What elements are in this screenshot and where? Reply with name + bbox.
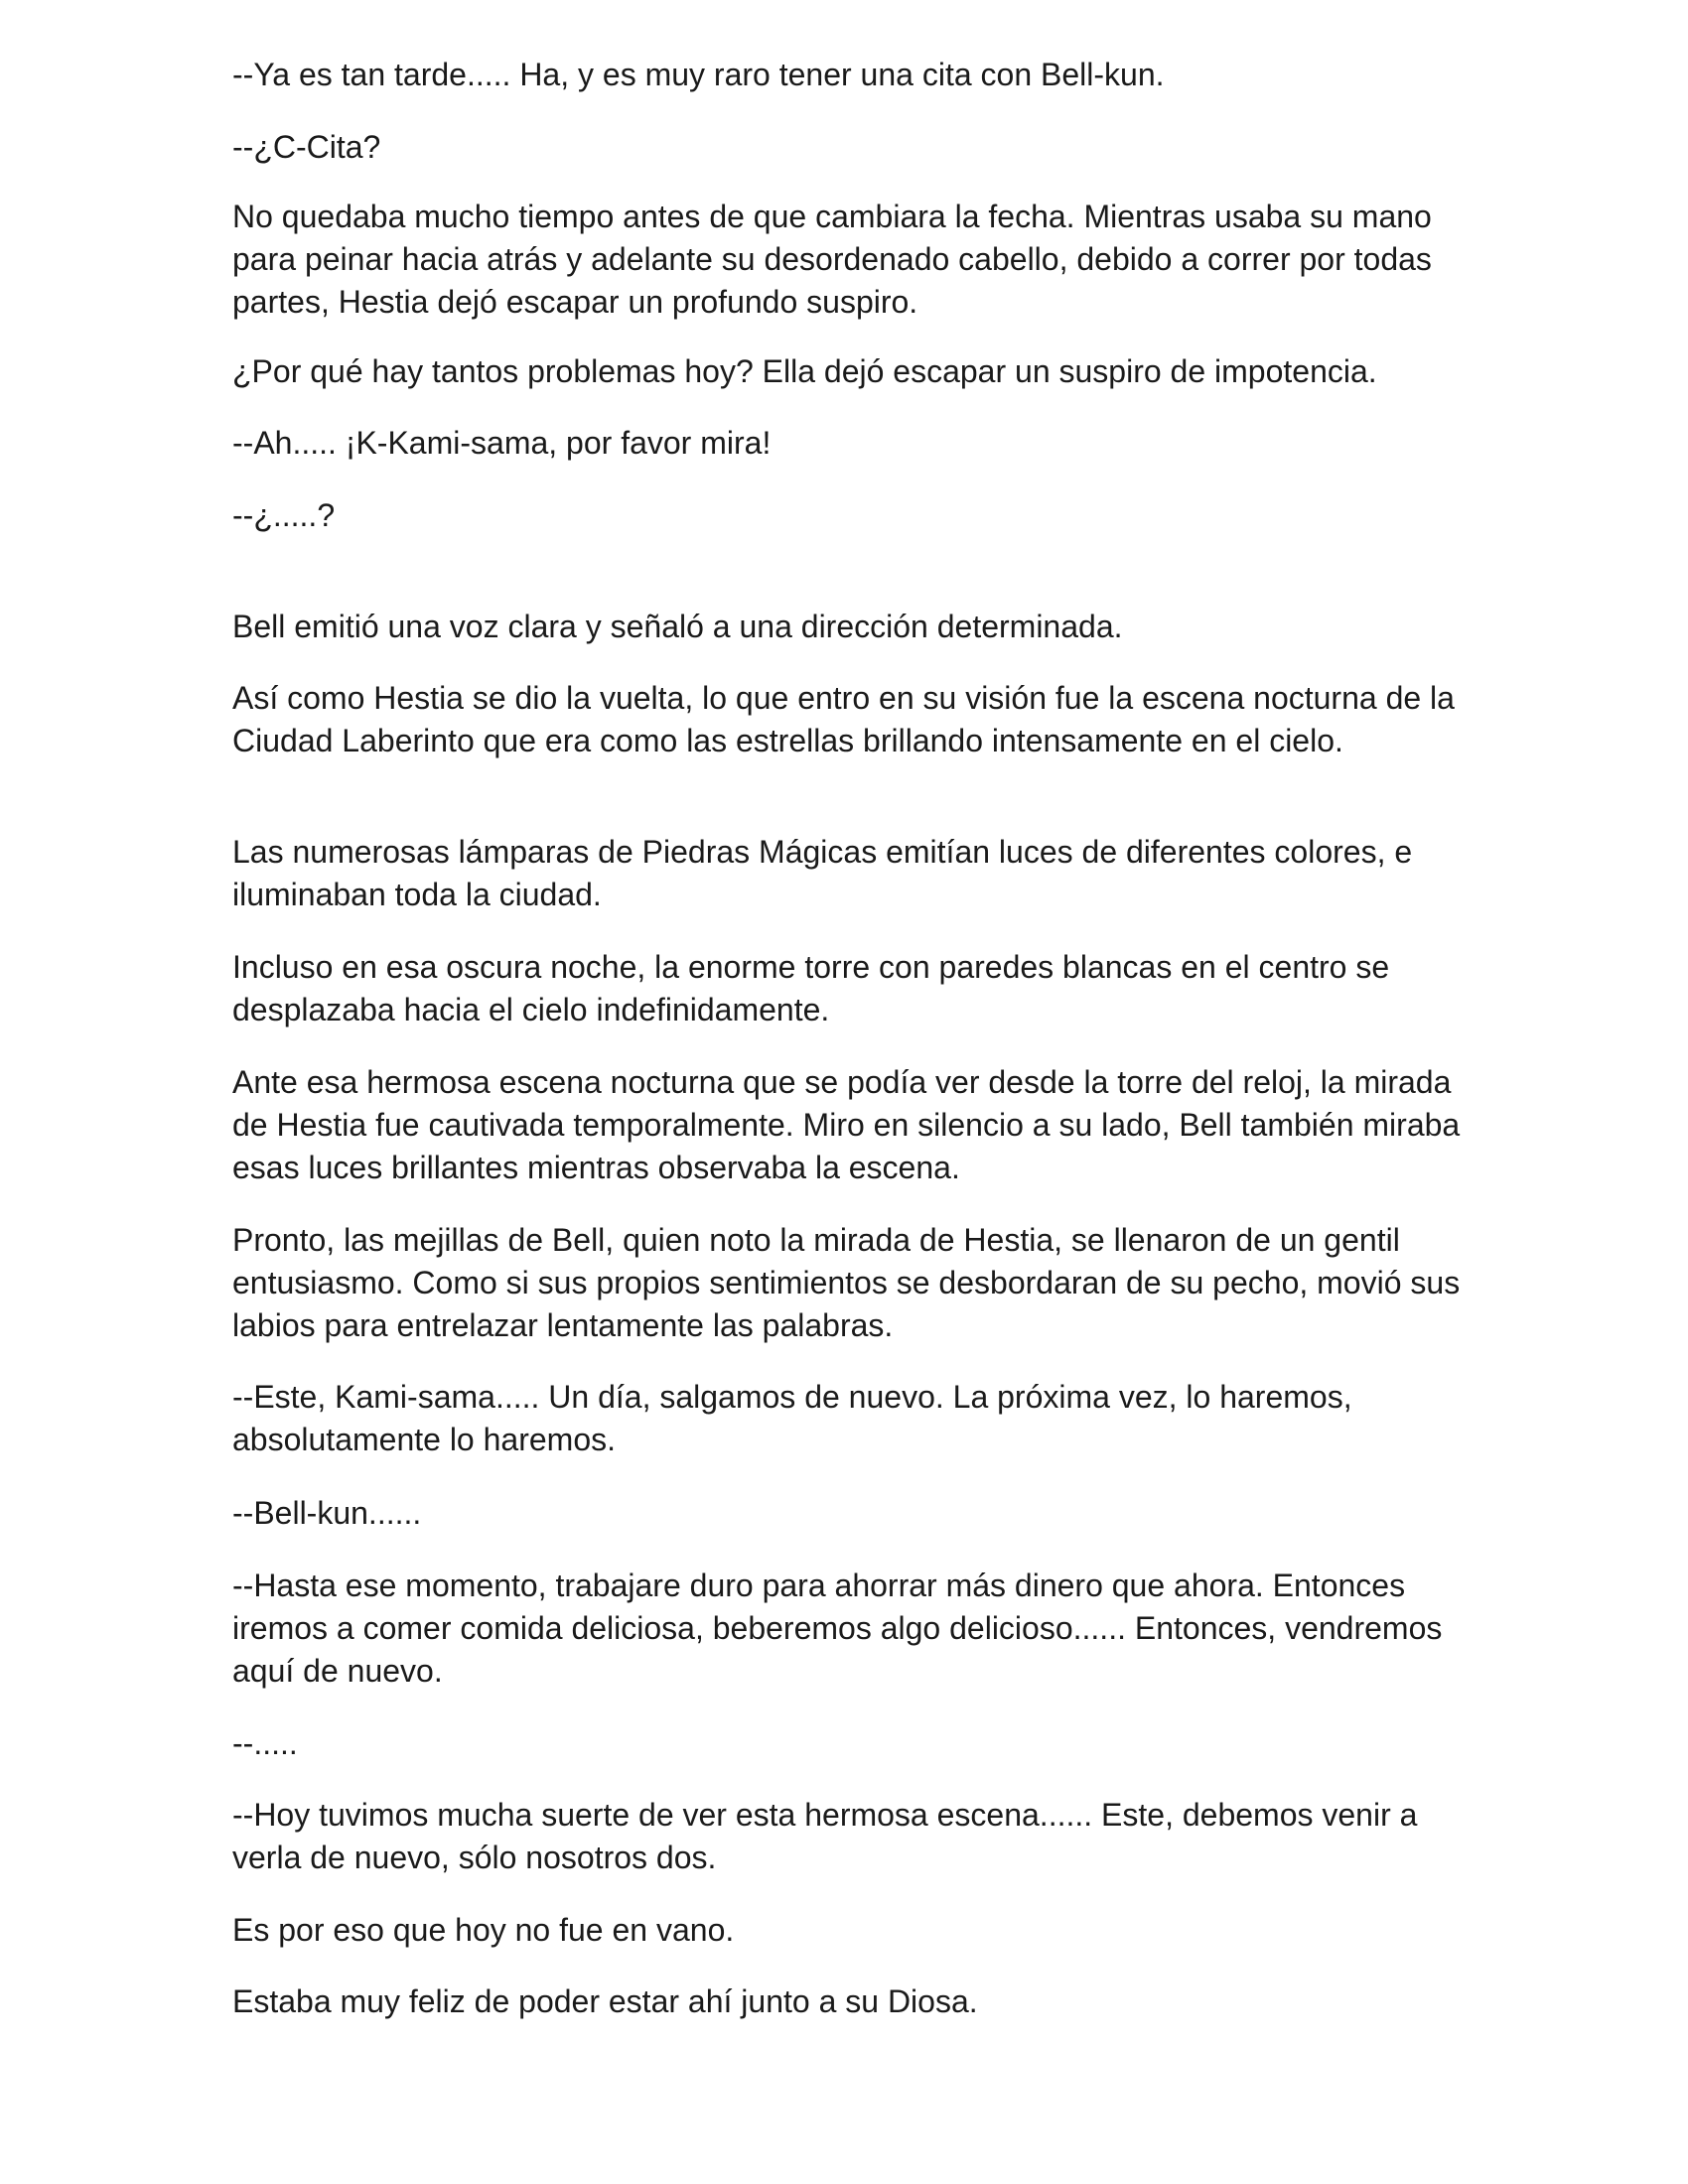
paragraph-5: --Ah..... ¡K-Kami-sama, por favor mira! (232, 425, 772, 461)
paragraph-18: Es por eso que hoy no fue en vano. (232, 1912, 735, 1948)
paragraph-6: --¿.....? (232, 497, 336, 533)
paragraph-2: --¿C-Cita? (232, 129, 381, 165)
paragraph-14: --Bell-kun...... (232, 1495, 422, 1531)
paragraph-1: --Ya es tan tarde..... Ha, y es muy raro tener una cita con Bell-kun. (232, 57, 1165, 92)
paragraph-3: No quedaba mucho tiempo antes de que cambiara la fecha. Mientras usaba su mano para peinar hacia atrás y adelante su desordenado cabello, debido a correr por todas partes, Hestia dejó escapar un profundo suspiro. (232, 199, 1432, 320)
paragraph-19: Estaba muy feliz de poder estar ahí junto a su Diosa. (232, 1983, 978, 2019)
paragraph-8: Así como Hestia se dio la vuelta, lo que entro en su visión fue la escena nocturna de la Ciudad Laberinto que era como las estrellas brillando intensamente en el cielo. (232, 680, 1455, 758)
paragraph-15: --Hasta ese momento, trabajare duro para ahorrar más dinero que ahora. Entonces iremos a comer comida deliciosa, beberemos algo delicioso...... Entonces, vendremos aquí de nuevo. (232, 1568, 1443, 1689)
paragraph-16: --..... (232, 1725, 298, 1761)
paragraph-4: ¿Por qué hay tantos problemas hoy? Ella dejó escapar un suspiro de impotencia. (232, 353, 1377, 389)
paragraph-9: Las numerosas lámparas de Piedras Mágicas emitían luces de diferentes colores, e iluminaban toda la ciudad. (232, 834, 1413, 912)
paragraph-13: --Este, Kami-sama..... Un día, salgamos de nuevo. La próxima vez, lo haremos, absolutamente lo haremos. (232, 1379, 1352, 1457)
paragraph-17: --Hoy tuvimos mucha suerte de ver esta hermosa escena...... Este, debemos venir a verla de nuevo, sólo nosotros dos. (232, 1797, 1418, 1875)
paragraph-10: Incluso en esa oscura noche, la enorme torre con paredes blancas en el centro se desplazaba hacia el cielo indefinidamente. (232, 949, 1390, 1027)
paragraph-12: Pronto, las mejillas de Bell, quien noto la mirada de Hestia, se llenaron de un gentil entusiasmo. Como si sus propios sentimientos se desbordaran de su pecho, movió sus labios para entrelazar lentamente las palabras. (232, 1222, 1461, 1343)
paragraph-7: Bell emitió una voz clara y señaló a una dirección determinada. (232, 609, 1123, 644)
paragraph-11: Ante esa hermosa escena nocturna que se podía ver desde la torre del reloj, la mirada de Hestia fue cautivada temporalmente. Miro en silencio a su lado, Bell también miraba esas luces brillantes mientras observaba la escena. (232, 1064, 1461, 1185)
